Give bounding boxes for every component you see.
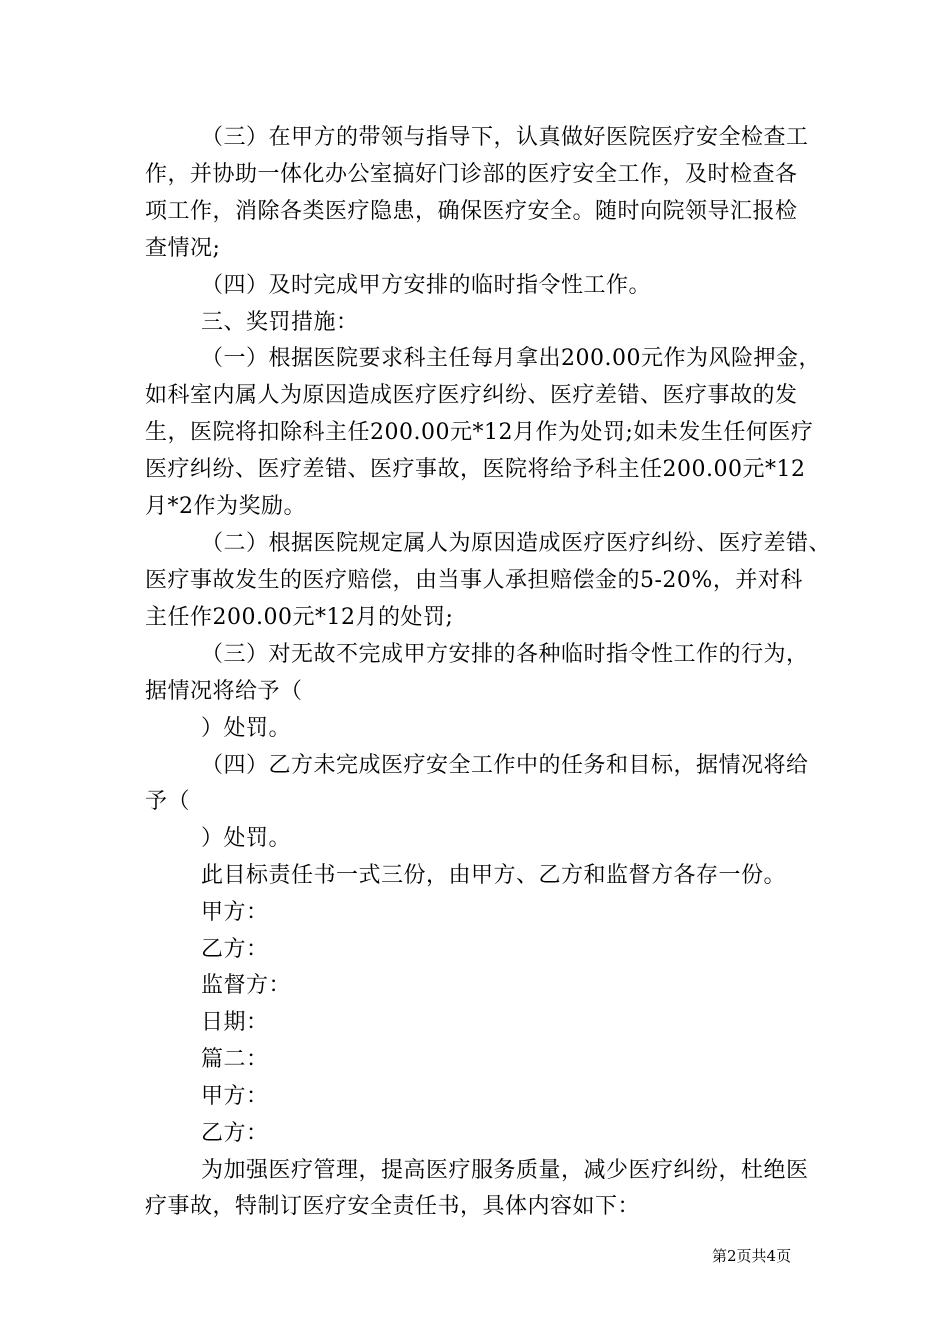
signature-date: 日期： [201, 1010, 269, 1035]
body-line-2: 作，并协助一体化办公室搞好门诊部的医疗安全工作，及时检查各 [145, 162, 798, 187]
body-line-18: （四）乙方未完成医疗安全工作中的任务和目标，据情况将给 [201, 753, 809, 778]
part-two-party-a: 甲方： [201, 1084, 269, 1109]
body-line-9: 生，医院将扣除科主任200.00元*12月作为处罚;如未发生任何医疗 [145, 420, 814, 445]
body-line-4: 查情况; [145, 236, 221, 261]
signature-supervisor: 监督方： [201, 973, 292, 998]
body-line-1: （三）在甲方的带领与指导下，认真做好医院医疗安全检查工 [201, 125, 809, 150]
body-line-10: 医疗纠纷、医疗差错、医疗事故，医院将给予科主任200.00元*12 [145, 457, 806, 482]
body-line-8: 如科室内属人为原因造成医疗医疗纠纷、医疗差错、医疗事故的发 [145, 383, 798, 408]
body-line-15: （三）对无故不完成甲方安排的各种临时指令性工作的行为， [201, 642, 809, 667]
body-line-16: 据情况将给予（ [145, 679, 303, 704]
body-line-12: （二）根据医院规定属人为原因造成医疗医疗纠纷、医疗差错、 [201, 531, 832, 556]
signature-party-a: 甲方： [201, 900, 269, 925]
body-line-19: 予（ [145, 789, 191, 814]
section-heading-part-two: 篇二： [201, 1047, 269, 1072]
body-line-5: （四）及时完成甲方安排的临时指令性工作。 [201, 273, 652, 298]
body-line-14: 主任作200.00元*12月的处罚; [145, 605, 454, 630]
body-line-30: 疗事故，特制订医疗安全责任书，具体内容如下： [145, 1194, 641, 1219]
section-heading-rewards: 三、奖罚措施： [201, 310, 359, 335]
body-line-3: 项工作，消除各类医疗隐患，确保医疗安全。随时向院领导汇报检 [145, 199, 798, 224]
body-line-20: ）处罚。 [201, 826, 292, 851]
part-two-party-b: 乙方： [201, 1121, 269, 1146]
body-line-29: 为加强医疗管理，提高医疗服务质量，减少医疗纠纷，杜绝医 [201, 1158, 809, 1183]
signature-party-b: 乙方： [201, 937, 269, 962]
body-line-7: （一）根据医院要求科主任每月拿出200.00元作为风险押金， [201, 346, 821, 371]
body-line-13: 医疗事故发生的医疗赔偿，由当事人承担赔偿金的5-20%，并对科 [145, 568, 803, 593]
page-number-footer: 第2页共4页 [712, 1247, 792, 1265]
body-line-21: 此目标责任书一式三份，由甲方、乙方和监督方各存一份。 [201, 863, 787, 888]
body-line-11: 月*2作为奖励。 [145, 494, 306, 519]
body-line-17: ）处罚。 [201, 716, 292, 741]
